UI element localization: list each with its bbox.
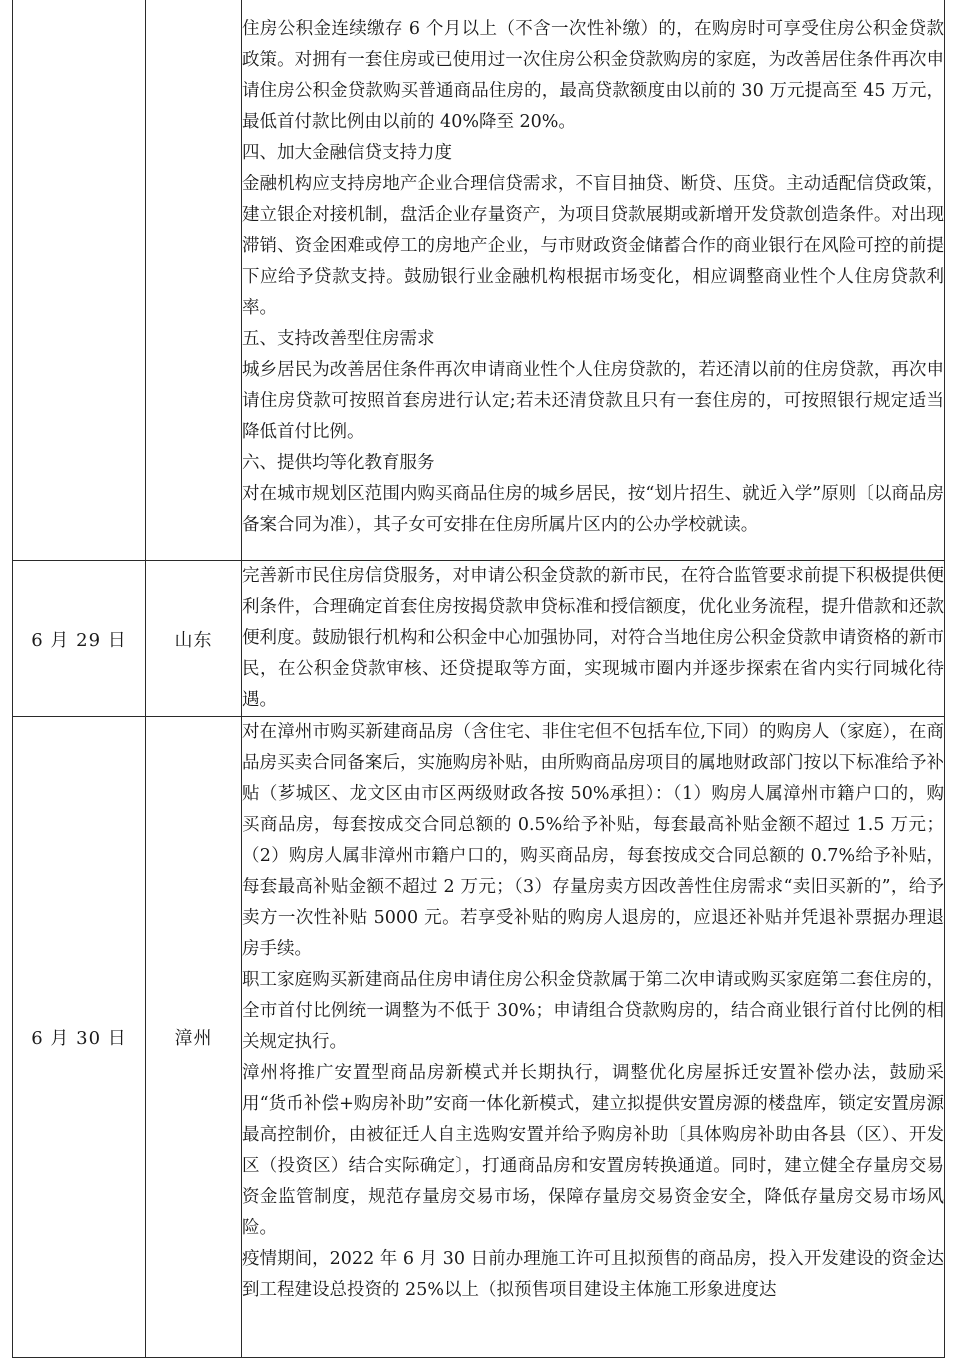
paragraph: 住房公积金连续缴存 6 个月以上（不含一次性补缴）的，在购房时可享受住房公积金贷款政策。对拥有一套住房或已使用过一次住房公积金贷款购房的家庭，为改善居住条件再次申请住房公积金贷款购买普通商品住房的，最高贷款额度由以前的 30 万元提高至 45 万元，最低首付款比例由以前的 40%降至 20%。 (242, 19, 944, 132)
section-heading: 六、提供均等化教育服务 (242, 453, 435, 473)
paragraph: 对在漳州市购买新建商品房（含住宅、非住宅但不包括车位,下同）的购房人（家庭），在商品房买卖合同备案后，实施购房补贴，由所购商品房项目的属地财政部门按以下标准给予补贴（芗城区、龙文区由市区两级财政各按 50%承担）：（1）购房人属漳州市籍户口的，购买商品房，每套按成交合同总额的 0.5%给予补贴，每套最高补贴金额不超过 1.5 万元；（2）购房人属非漳州市籍户口的，购买商品房，每套按成交合同总额的 0.7%给予补贴，每套最高补贴金额不超过 2 万元；（3）存量房卖方因改善性住房需求“卖旧买新的”，给予卖方一次性补贴 5000 元。若享受补贴的购房人退房的，应退还补贴并凭退补票据办理退房手续。 (242, 722, 944, 959)
date-cell (13, 0, 146, 561)
content-cell (242, 561, 945, 717)
paragraph: 对在城市规划区范围内购买商品住房的城乡居民，按“划片招生、就近入学”原则〔以商品房备案合同为准），其子女可安排在住房所属片区内的公办学校就读。 (242, 484, 944, 535)
table-row (13, 717, 945, 1358)
table-row (13, 561, 945, 717)
paragraph: 完善新市民住房信贷服务，对申请公积金贷款的新市民，在符合监管要求前提下积极提供便利条件，合理确定首套住房按揭贷款申贷标准和授信额度，优化业务流程，提升借款和还款便利度。鼓励银行机构和公积金中心加强协同，对符合当地住房公积金贷款申请资格的新市民，在公积金贷款审核、还贷提取等方面，实现城市圈内并逐步探索在省内实行同城化待遇。 (242, 566, 944, 710)
content-cell (242, 0, 945, 561)
paragraph: 职工家庭购买新建商品住房申请住房公积金贷款属于第二次申请或购买家庭第二套住房的，全市首付比例统一调整为不低于 30%；申请组合贷款购房的，结合商业银行首付比例的相关规定执行。 (242, 970, 944, 1052)
date-cell: 6 月 30 日 (13, 717, 146, 1358)
region-cell: 山东 (146, 561, 242, 717)
policy-table (12, 0, 945, 1358)
content-cell (242, 717, 945, 1358)
date-cell: 6 月 29 日 (13, 561, 146, 717)
paragraph: 城乡居民为改善居住条件再次申请商业性个人住房贷款的，若还清以前的住房贷款，再次申请住房贷款可按照首套房进行认定;若未还清贷款且只有一套住房的，可按照银行规定适当降低首付比例。 (242, 360, 944, 442)
section-heading: 四、加大金融信贷支持力度 (242, 143, 452, 163)
paragraph: 金融机构应支持房地产企业合理信贷需求，不盲目抽贷、断贷、压贷。主动适配信贷政策，建立银企对接机制，盘活企业存量资产，为项目贷款展期或新增开发贷款创造条件。对出现滞销、资金困难或停工的房地产企业，与市财政资金储蓄合作的商业银行在风险可控的前提下应给予贷款支持。鼓励银行业金融机构根据市场变化，相应调整商业性个人住房贷款利率。 (242, 174, 944, 318)
section-heading: 五、支持改善型住房需求 (242, 329, 435, 349)
table-row (13, 0, 945, 561)
paragraph: 疫情期间，2022 年 6 月 30 日前办理施工许可且拟预售的商品房，投入开发建设的资金达到工程建设总投资的 25%以上（拟预售项目建设主体施工形象进度达 (242, 1249, 944, 1300)
region-cell: 漳州 (146, 717, 242, 1358)
paragraph: 漳州将推广安置型商品房新模式并长期执行，调整优化房屋拆迁安置补偿办法，鼓励采用“货币补偿+购房补助”安商一体化新模式，建立拟提供安置房源的楼盘库，锁定安置房源最高控制价，由被征迁人自主选购安置并给予购房补助〔具体购房补助由各县（区）、开发区（投资区）结合实际确定〕，打通商品房和安置房转换通道。同时，建立健全存量房交易资金监管制度，规范存量房交易市场，保障存量房交易资金安全，降低存量房交易市场风险。 (242, 1063, 944, 1238)
region-cell (146, 0, 242, 561)
